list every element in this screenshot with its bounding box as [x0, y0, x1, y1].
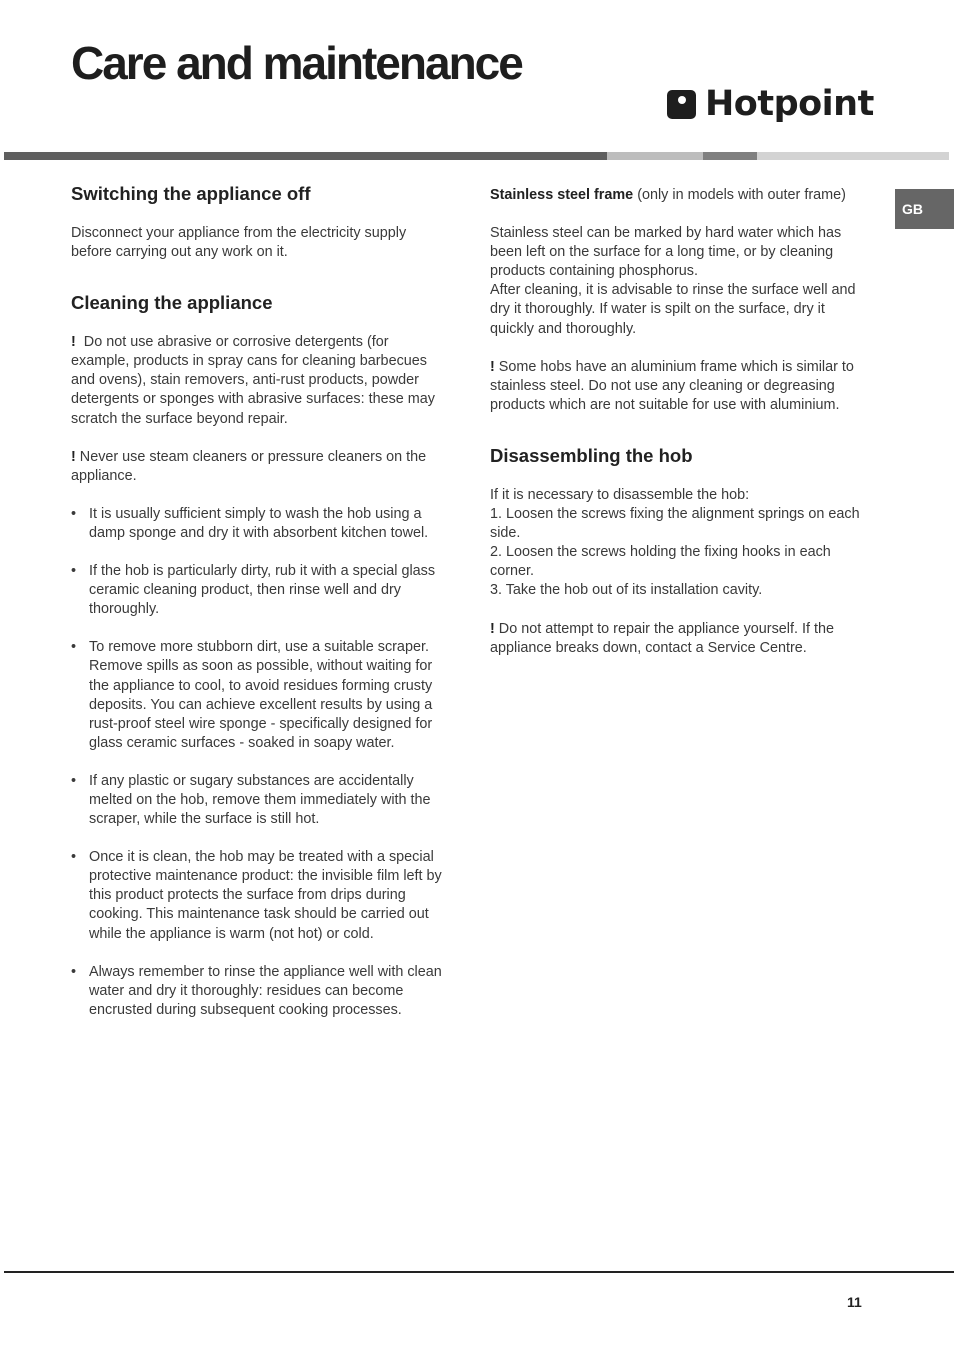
page-number: 11	[847, 1294, 862, 1310]
right-column	[490, 186, 865, 658]
warning-paragraph: ! Do not use abrasive or corrosive detergents (for example, products in spray cans for cleaning barbecues and ovens), stain removers, anti-rust products, powder detergents or sponges with abrasive surfaces: these may scratch the surface beyond repair.	[71, 334, 435, 427]
warning-paragraph: ! Do not attempt to repair the appliance yourself. If the appliance breaks down, contact a Service Centre.	[490, 620, 834, 656]
list-item: • Once it is clean, the hob may be treated with a special protective maintenance product: the invisible film left by this product protects the surface from drips during cooking. This maintenance task should be carried out while the appliance is warm (not hot) or cold.	[71, 848, 443, 943]
warning-icon: !	[71, 448, 76, 465]
switching-off-text: Disconnect your appliance from the electricity supply before carrying out any work on it.	[71, 225, 407, 261]
language-tab: GB	[895, 189, 954, 229]
list-item: • To remove more stubborn dirt, use a suitable scraper. Remove spills as soon as possible, without waiting for the appliance to cool, to avoid residues forming crusty deposits. You can achieve excellent results by using a rust-proof steel wire sponge - specifically designed for glass ceramic surfaces - soaked in soapy water.	[71, 638, 443, 753]
list-item: • It is usually sufficient simply to wash the hob using a damp sponge and dry it with absorbent kitchen towel.	[71, 505, 443, 543]
footer-rule	[4, 1271, 954, 1273]
cleaning-tips-list	[71, 505, 443, 1020]
brand-logo	[667, 84, 874, 124]
disassembling-intro: If it is necessary to disassemble the hob:	[490, 486, 750, 503]
list-item: • If any plastic or sugary substances are accidentally melted on the hob, remove them immediately with the scraper, while the surface is still hot.	[71, 772, 443, 829]
disassembling-step: 2. Loosen the screws holding the fixing hooks in each corner.	[490, 544, 831, 580]
stainless-steel-title	[490, 186, 865, 205]
left-column	[71, 180, 443, 1039]
header-rule-segment	[607, 152, 703, 160]
section-heading-cleaning: Cleaning the appliance	[71, 292, 273, 314]
header-rule-segment	[703, 152, 757, 160]
section-heading-switching-off: Switching the appliance off	[71, 183, 311, 204]
brand-name: Hotpoint	[705, 83, 874, 124]
disassembling-step: 1. Loosen the screws fixing the alignment springs on each side.	[490, 506, 860, 542]
list-item: • If the hob is particularly dirty, rub it with a special glass ceramic cleaning product, then rinse well and dry thoroughly.	[71, 562, 443, 619]
stainless-steel-label: Stainless steel frame	[490, 187, 634, 203]
warning-icon: !	[71, 334, 76, 351]
warning-icon: !	[490, 358, 495, 375]
stainless-para-2: After cleaning, it is advisable to rinse the surface well and dry it thoroughly. If water is spilt on the surface, dry it quickly and thoroughly.	[490, 282, 856, 337]
warning-icon: !	[490, 620, 495, 637]
stainless-para-1: Stainless steel can be marked by hard water which has been left on the surface for a long time, or by cleaning products containing phosphorus.	[490, 225, 842, 280]
hotpoint-logo-icon	[667, 90, 696, 119]
warning-paragraph: ! Never use steam cleaners or pressure cleaners on the appliance.	[71, 448, 427, 484]
list-item: • Always remember to rinse the appliance well with clean water and dry it thoroughly: residues can become encrusted during subsequent cooking processes.	[71, 963, 443, 1020]
stainless-steel-note: (only in models with outer frame)	[637, 187, 846, 203]
disassembling-step: 3. Take the hob out of its installation cavity.	[490, 582, 763, 599]
page-title: Care and maintenance	[71, 37, 522, 89]
header-rule-segment	[757, 152, 949, 160]
section-heading-disassembling: Disassembling the hob	[490, 444, 693, 466]
header-rule-segment	[4, 152, 607, 160]
warning-paragraph: ! Some hobs have an aluminium frame which is similar to stainless steel. Do not use any cleaning or degreasing products which are not suitable for use with aluminium.	[490, 358, 854, 413]
